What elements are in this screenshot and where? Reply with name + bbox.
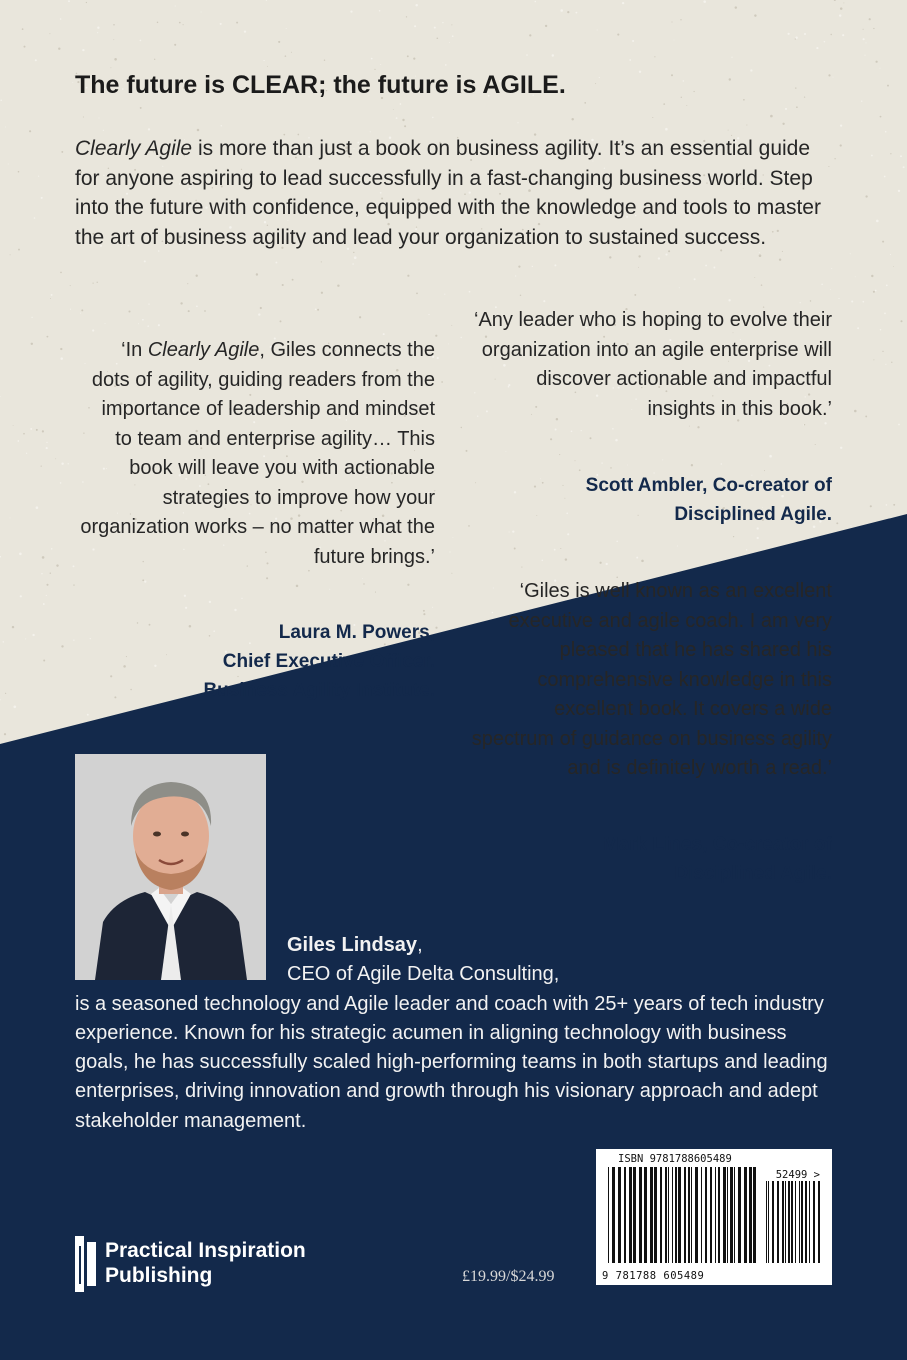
publisher-logo: [75, 1236, 335, 1292]
author-bio: [75, 931, 835, 1136]
attribution-line: Scott Ambler, Co-creator of: [585, 475, 832, 496]
author-name: Giles Lindsay: [287, 934, 418, 956]
publisher-mark-icon: [75, 1236, 97, 1292]
publisher-name-line: Practical Inspiration: [105, 1239, 306, 1262]
attribution-lines: [470, 830, 832, 888]
barcode-digits: 9 781788 605489: [602, 1270, 705, 1282]
price: £19.99/$24.99: [462, 1268, 555, 1285]
author-name-line: [75, 934, 423, 956]
author-bio-text: is a seasoned technology and Agile leader and coach with 25+ years of tech industry experience. Known for his strategic acumen in aligning technology with business goals, he has successfully scaled high-performing teams in both startups and leading enterprises, driving innovation and growth through his visionary approach and adept stakeholder management.: [75, 992, 828, 1132]
barcode-bars: [606, 1167, 822, 1267]
attribution-ambler: [470, 471, 832, 529]
author-name-comma: ,: [417, 934, 423, 956]
quote-ambler: ‘Any leader who is hoping to evolve their organization into an agile enterprise will discover actionable and impactful insights in this book.’: [474, 309, 832, 420]
quote-lines: ‘Giles is well known as an excellent executive and agile coach. I am very pleased that he has shared his comprehensive knowledge in this excellent book. It covers a wide spectrum of guidance on business agility and is definitely worth a read.’: [471, 580, 832, 779]
intro-text: is more than just a book on business agility. It’s an essential guide for anyone aspiring to lead successfully in a fast-changing business world. Step into the future with confidence, equipped with the knowledge and tools to master the art of business agility and lead your organization to sustained success.: [75, 137, 821, 249]
quote-book-title: Clearly Agile: [147, 339, 260, 361]
attribution-line: Business Agility Institute.: [203, 680, 435, 701]
quote-lead: ‘In: [121, 339, 148, 361]
intro-paragraph: [75, 134, 840, 252]
headline: The future is CLEAR; the future is AGILE.: [75, 71, 566, 99]
price-code: 52499 >: [775, 1169, 820, 1181]
attribution-line: Disciplined Agile.: [674, 504, 832, 525]
author-role: CEO of Agile Delta Consulting,: [287, 963, 560, 986]
attribution-line: Chief Executive Officer.: [222, 651, 435, 672]
quote-powers: [80, 336, 435, 572]
publisher-name: [105, 1238, 306, 1288]
attribution-line: Laura M. Powers,: [278, 622, 435, 643]
attribution-line: Disciplined Agile.: [674, 863, 832, 884]
quote-text: , Giles connects the dots of agility, guiding readers from the importance of leadership and mindset to team and enterprise agility… This book will leave you with actionable strategies to improve how your organization works – no matter what the future brings.’: [80, 339, 435, 568]
isbn-barcode: [596, 1149, 832, 1285]
publisher-name-line: Publishing: [105, 1264, 213, 1287]
attribution-line: Mark Lines, Co-creator of: [602, 834, 832, 855]
intro-book-title: Clearly Agile: [75, 137, 193, 160]
isbn-label: ISBN 9781788605489: [618, 1153, 732, 1165]
attribution-powers: [80, 618, 435, 705]
